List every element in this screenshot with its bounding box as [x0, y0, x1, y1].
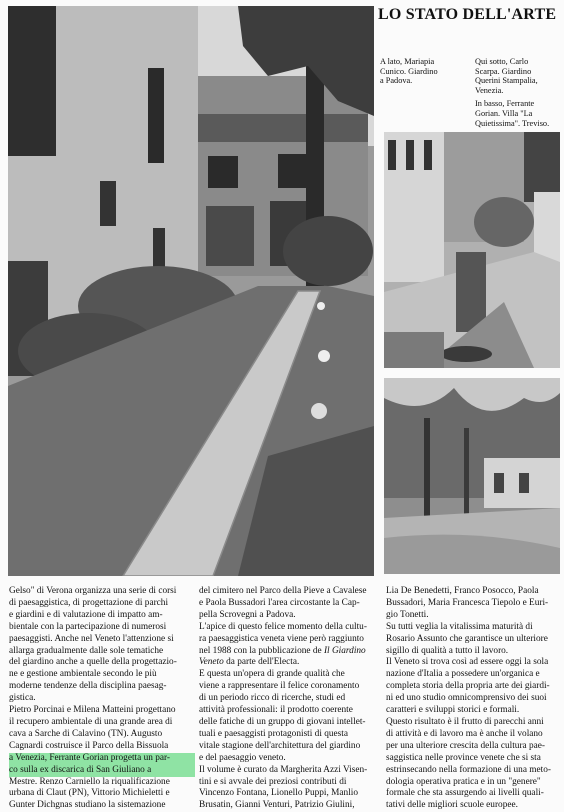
text-line: del giardino anche a quelle della progettazio-	[9, 657, 177, 668]
text-line: di attività e di lavoro ma è anche il volano	[386, 728, 543, 739]
caption-line: In basso, Ferrante	[475, 99, 535, 109]
text-line: il recupero ambientale di una grande area di	[9, 716, 173, 727]
text-line: moderne tendenze della disciplina paesag-	[9, 681, 167, 692]
text-line: Cagnardi costruisce il Parco della Bissuola	[9, 740, 169, 751]
text-line: Pietro Porcinai e Milena Matteini progettano	[9, 705, 176, 716]
text-line: ni ed uno studio omnicomprensivo dei suoi	[386, 693, 547, 704]
text-line: ra paesaggistica veneta viene però raggiunto	[199, 633, 364, 644]
text-line: allarga gradualmente dalle sole tematiche	[9, 645, 164, 656]
caption-line: Cunico. Giardino	[380, 66, 438, 76]
text-line: Vincenzo Fontana, Lionello Puppi, Manlio	[199, 788, 359, 799]
text-line: del cimitero nel Parco della Pieve a Cavalese	[199, 586, 367, 596]
text-column-2	[199, 586, 379, 812]
text-line: e giardini e di valutazione di impatto am-	[9, 609, 163, 620]
text-line: Brusatin, Gianni Venturi, Patrizio Giulini,	[199, 800, 355, 811]
text-line: attività professionali: il prodotto coerente	[199, 705, 353, 716]
highlighted-text-line: co sulla ex discarica di San Giuliano a	[9, 765, 195, 777]
caption-line: Scarpa. Giardino	[475, 66, 532, 76]
text-line: di paesaggistica, di progettazione di parchi	[9, 597, 169, 608]
text-line: di un periodo ricco di ricerche, studi ed	[199, 693, 346, 704]
text-line: pella Scrovegni a Padova.	[199, 609, 296, 620]
caption-right	[475, 57, 563, 128]
text-line: tini e si avvale dei preziosi contributi di	[199, 776, 347, 787]
text-line	[199, 646, 379, 658]
text-line: tuali e paesaggisti protagonisti di questa	[199, 728, 348, 739]
text-line: completa storia della propria arte dei giardi-	[386, 681, 550, 692]
querini-stampalia-photo	[384, 132, 560, 368]
book-title: Veneto	[199, 657, 224, 668]
text-line: Rosario Assunto che garantisce un ulteriore	[386, 633, 548, 644]
text-line: bientale con la partecipazione di numerosi	[9, 621, 167, 632]
caption-line: a Padova.	[380, 76, 413, 86]
caption-line: Querini Stampalia,	[475, 76, 538, 86]
text-fragment: nel 1988 con la pubblicazione de	[199, 645, 324, 656]
caption-line: Venezia.	[475, 85, 504, 95]
text-line: e del paesaggio veneto.	[199, 752, 286, 763]
text-line: formale che sta assurgendo ai livelli quali-	[386, 788, 544, 799]
text-line: ne e gestione ambientale secondo le più	[9, 669, 157, 680]
text-line: cava a Sarche di Calavino (TN). Augusto	[9, 728, 163, 739]
text-line: Lia De Benedetti, Franco Posocco, Paola	[386, 586, 539, 596]
highlighted-text-line: a Venezia, Ferrante Gorian progetta un par-	[9, 753, 195, 765]
text-line: dologia operativa pratica e in un "genere"	[386, 776, 541, 787]
book-title: Il Giardino	[323, 645, 366, 656]
text-line: per una ulteriore crescita della cultura pae-	[386, 740, 545, 751]
text-line: L'apice di questo felice momento della cultu-	[199, 621, 367, 632]
caption-line: Gorian. Villa "La	[475, 108, 533, 118]
text-line: Su tutti veglia la vitalissima maturità di	[386, 621, 533, 632]
caption-left	[380, 57, 460, 86]
text-column-1	[9, 586, 195, 812]
text-fragment: da parte dell'Electa.	[223, 657, 300, 668]
text-line: sigillo di qualità a tutto il lavoro.	[386, 645, 509, 656]
text-line: urbana di Claut (PN), Vittorio Michieletti e	[9, 788, 170, 799]
text-line: Bussadori, Maria Francesca Tiepolo e Euri-	[386, 597, 549, 608]
text-line: paesaggisti. Anche nel Veneto l'attenzione si	[9, 633, 174, 644]
text-line: Il volume è curato da Margherita Azzi Visen-	[199, 764, 368, 775]
text-line: caratteri e sviluppi storici e formali.	[386, 705, 520, 716]
text-line: Mestre. Renzo Carniello la riqualificazione	[9, 776, 170, 787]
text-line: gio Tonetti.	[386, 609, 429, 620]
caption-line: Quietissima". Treviso.	[475, 118, 550, 128]
text-line: nazione d'Italia a possedere un'organica e	[386, 669, 540, 680]
text-column-3	[386, 586, 560, 812]
garden-path-photo	[8, 6, 374, 576]
text-line: vitale stagione dell'architettura del giardino	[199, 740, 361, 751]
text-line: Questo risultato è il frutto di parecchi anni	[386, 716, 544, 727]
text-line: e Paola Bussadori l'area circostante la Cap-	[199, 597, 360, 608]
text-line: È questa un'opera di grande qualità che	[199, 669, 345, 680]
text-line: saggistica nelle province venete che si sta	[386, 752, 541, 763]
text-line: delle fatiche di un gruppo di giovani intellet-	[199, 716, 366, 727]
text-line: Il Veneto si trova così ad essere oggi la sola	[386, 657, 549, 668]
text-line: estrinsecando nella formazione di una meto-	[386, 764, 551, 775]
text-line: viene a rappresentare il felice coronamento	[199, 681, 360, 692]
caption-line: A lato, Mariapia	[380, 57, 435, 66]
text-line	[199, 657, 379, 669]
text-line: gistica.	[9, 693, 36, 704]
text-line: Gelso" di Verona organizza una serie di corsi	[9, 586, 177, 596]
caption-line: Qui sotto, Carlo	[475, 57, 529, 66]
villa-quietissima-photo	[384, 378, 560, 574]
text-line: Gunter Dichgnas studiano la sistemazione	[9, 800, 166, 811]
text-line: tativi delle migliori scuole europee.	[386, 800, 518, 811]
section-title: LO STATO DELL'ARTE	[378, 6, 557, 23]
